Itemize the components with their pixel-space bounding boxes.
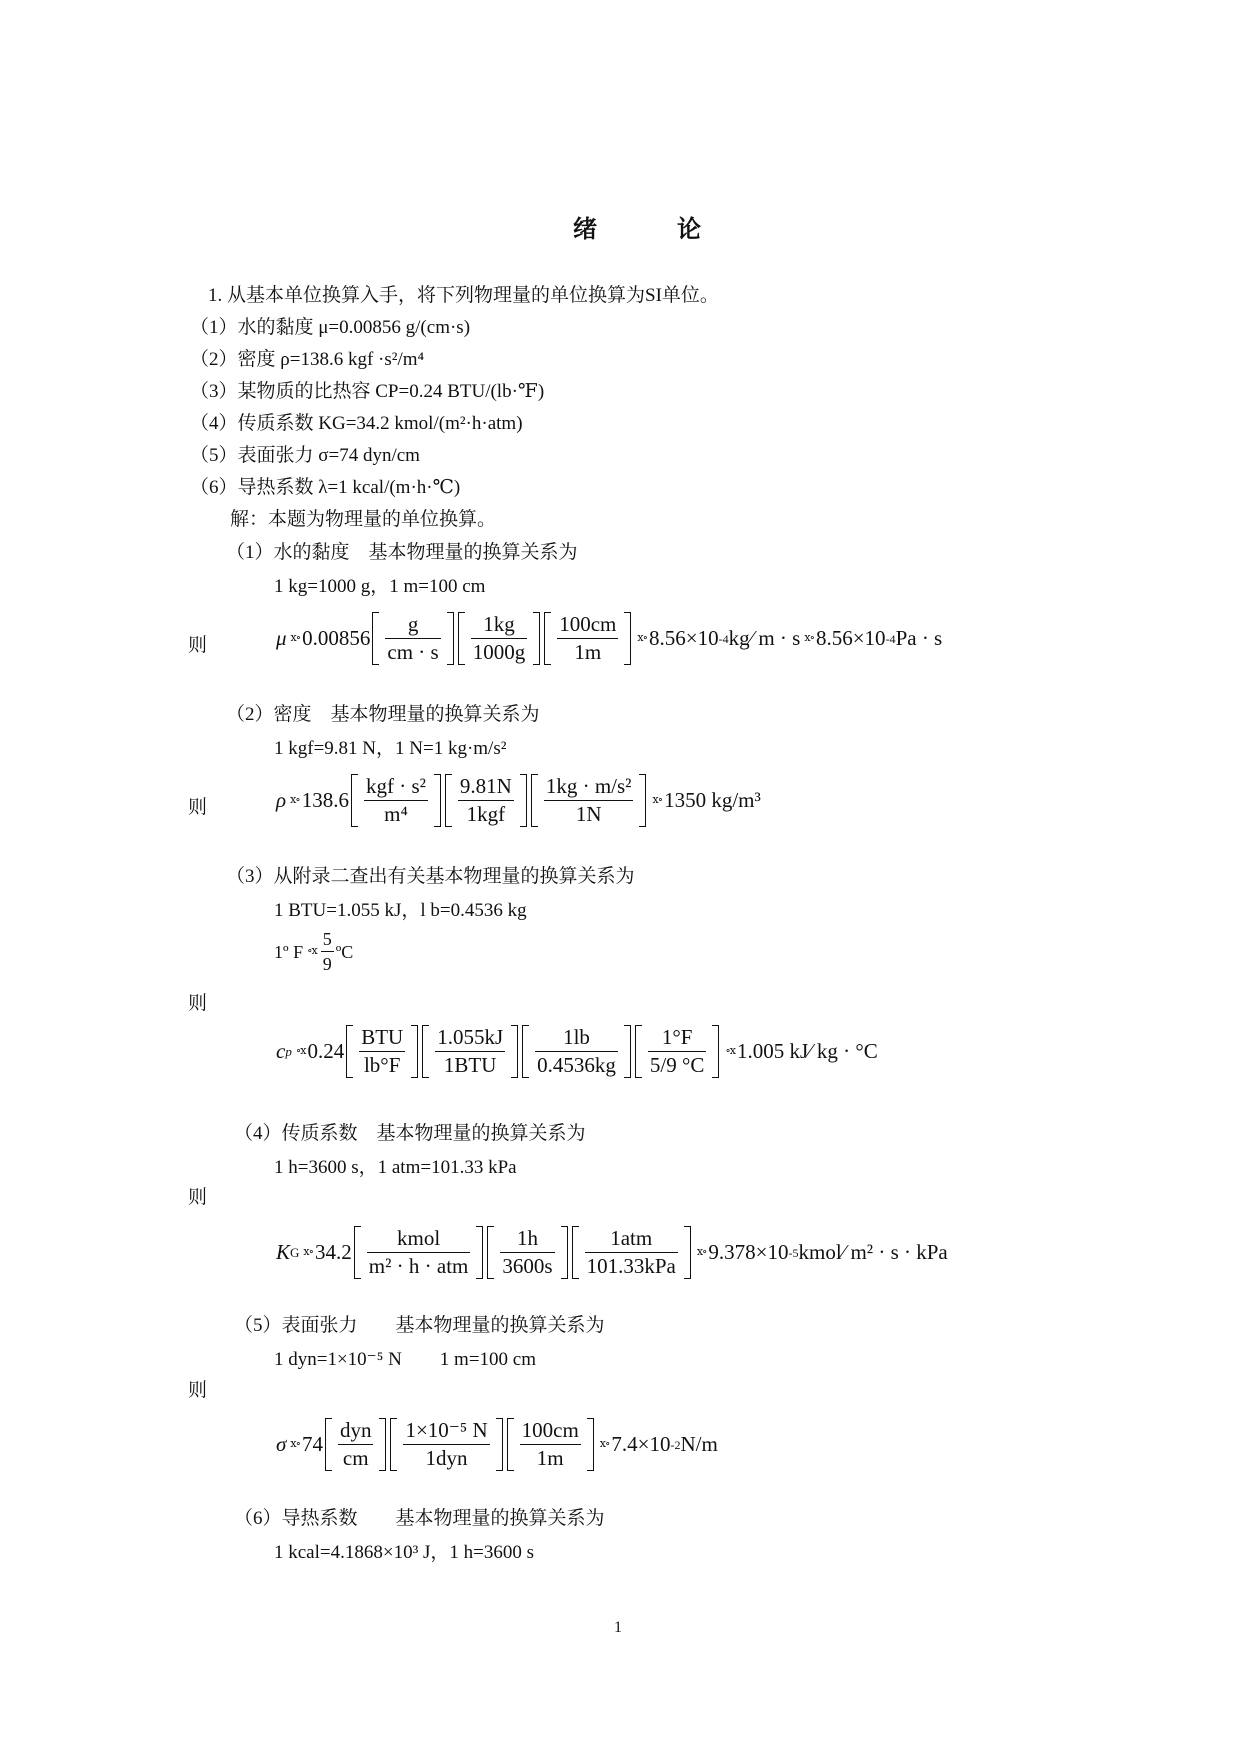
problem-item-2: （2）密度 ρ=138.6 kgf ·s²/m⁴ xyxy=(190,349,425,370)
eq2-lhs: ρ xyxy=(276,788,287,812)
section-6-heading: （6）导热系数 基本物理量的换算关系为 xyxy=(234,1508,605,1529)
eq5-result: 7.4×10 xyxy=(611,1432,671,1456)
eq1-result-1: 8.56×10 xyxy=(649,626,719,650)
eq3-coef: 0.24 xyxy=(307,1039,345,1063)
section-3-heading: （3）从附录二查出有关基本物理量的换算关系为 xyxy=(226,866,635,887)
then-label-2: 则 xyxy=(188,797,208,818)
equation-4: K G ⅹ∘ 34.2 $\frac{\text{kmol}}{\text{m² · h · atm}}$ $\frac{1h}{3600s}$ $\frac{\text{1atm}}{\text{101.33kPa}}$ ⅹ∘ 9.378×10 -5 kmol⁄ m² · s · kPa xyxy=(276,1226,948,1278)
page-title: 绪 论 xyxy=(573,217,729,243)
equation-3: c p ∘ⅹ 0.24 $\frac{\text{BTU}}{lb^\circ F}$ $\frac{1.055kJ}{\text{1BTU}}$ $\frac{1lb}{0.4536kg}$ $\frac{1^\circ F}{5/9 ^\circ C}$ ∘ⅹ 1.005 kJ⁄ kg · °C xyxy=(276,1025,878,1077)
then-label-3: 则 xyxy=(188,993,208,1014)
eq2-coef: 138.6 xyxy=(301,788,349,812)
eq1-unit-1: kg⁄ m · s xyxy=(728,626,801,650)
degree-relation: 1º F ∘ⅹ $\frac{5}{9}$ ºC xyxy=(274,929,354,974)
eq4-coef: 34.2 xyxy=(315,1240,352,1264)
section-2-relation: 1 kgf=9.81 N，1 N=1 kg·m/s² xyxy=(274,738,507,759)
problem-item-3: （3）某物质的比热容 CP=0.24 BTU/(lb·℉) xyxy=(190,381,545,402)
solution-intro: 解：本题为物理量的单位换算。 xyxy=(230,509,497,530)
section-4-heading: （4）传质系数 基本物理量的换算关系为 xyxy=(234,1123,586,1144)
eq4-result: 9.378×10 xyxy=(708,1240,789,1264)
equation-5: σ ⅹ∘ 74 $\frac{\text{dyn}}{cm}$ $\frac{\text{1×10⁻⁵ N}}{\text{1dyn}}$ $\frac{100cm}{1m}$ ⅹ∘ 7.4×10 -2 N/m xyxy=(276,1418,718,1470)
eq1-bracket-3 xyxy=(544,612,631,665)
equation-1: μ ⅹ∘ 0.00856 $\frac{g}{cm \cdot s}$ $\frac{1kg}{1000g}$ $\frac{100cm}{1m}$ ⅹ∘ 8.56×10 -4 kg⁄ m · s ⅹ∘ 8.56×10 -4 Pa · s xyxy=(276,612,943,664)
eq5-coef: 74 xyxy=(301,1432,323,1456)
eq4-bracket-2: $\frac{1h}{3600s}$ xyxy=(487,1226,567,1279)
eq1-f2-num: 1kg xyxy=(471,614,528,639)
then-label-4: 则 xyxy=(188,1187,208,1208)
eq1-f1-den: cm · s xyxy=(387,640,439,664)
eq2-bracket-3: $\frac{\text{1kg · m/s²}}{1N}$ xyxy=(531,774,647,827)
eq1-unit-2: Pa · s xyxy=(895,626,943,650)
eq4-bracket-3: $\frac{\text{1atm}}{\text{101.33kPa}}$ xyxy=(572,1226,691,1279)
problem-statement: 1. 从基本单位换算入手，将下列物理量的单位换算为SI单位。 xyxy=(208,285,719,306)
section-1-heading: （1）水的黏度 基本物理量的换算关系为 xyxy=(226,542,578,563)
eq1-f3-den: 1m xyxy=(574,640,602,664)
eq1-f3-num: 100cm xyxy=(557,614,618,639)
then-label-1: 则 xyxy=(188,635,208,656)
eq5-bracket-1: $\frac{\text{dyn}}{cm}$ xyxy=(325,1418,387,1471)
eq1-result-2: 8.56×10 xyxy=(815,626,886,650)
section-1-relation: 1 kg=1000 g，1 m=100 cm xyxy=(274,576,486,597)
section-3-relation: 1 BTU=1.055 kJ，l b=0.4536 kg xyxy=(274,900,527,921)
eq1-exp-2: -4 xyxy=(885,631,896,646)
eq1-mark: ⅹ∘ xyxy=(290,632,301,644)
eq1-f2-den: 1000g xyxy=(472,640,526,664)
eq3-result: 1.005 kJ⁄ kg · °C xyxy=(736,1039,878,1063)
eq4-bracket-1: $\frac{\text{kmol}}{\text{m² · h · atm}}$ xyxy=(354,1226,484,1279)
equation-2: ρ ⅹ∘ 138.6 $\frac{\text{kgf · s²}}{\text{m⁴}}$ $\frac{9.81N}{\text{1kgf}}$ $\frac{\text{1kg · m/s²}}{1N}$ ⅹ∘ 1350 kg/m³ xyxy=(276,774,761,826)
eq3-bracket-1: $\frac{\text{BTU}}{lb^\circ F}$ xyxy=(346,1025,418,1078)
section-5-relation: 1 dyn=1×10⁻⁵ N 1 m=100 cm xyxy=(274,1349,537,1370)
eq2-result: 1350 kg/m³ xyxy=(664,788,761,812)
eq3-bracket-3: $\frac{1lb}{0.4536kg}$ xyxy=(522,1025,631,1078)
eq1-coef: 0.00856 xyxy=(302,626,371,650)
eq5-bracket-2: $\frac{\text{1×10⁻⁵ N}}{\text{1dyn}}$ xyxy=(390,1418,502,1471)
page-number: 1 xyxy=(614,1619,622,1636)
problem-item-4: （4）传质系数 KG=34.2 kmol/(m²·h·atm) xyxy=(190,413,523,434)
eq1-f1-num: g xyxy=(385,614,440,639)
problem-item-1: （1）水的黏度 μ=0.00856 g/(cm·s) xyxy=(190,317,471,338)
eq1-lhs: μ xyxy=(276,626,287,650)
eq3-bracket-4: $\frac{1^\circ F}{5/9 ^\circ C}$ xyxy=(635,1025,720,1078)
problem-item-6: （6）导热系数 λ=1 kcal/(m·h·℃) xyxy=(190,477,461,498)
section-2-heading: （2）密度 基本物理量的换算关系为 xyxy=(226,704,540,725)
problem-item-5: （5）表面张力 σ=74 dyn/cm xyxy=(190,445,420,466)
eq5-bracket-3: $\frac{100cm}{1m}$ xyxy=(507,1418,594,1471)
eq1-bracket-1 xyxy=(372,612,453,665)
eq2-bracket-2: $\frac{9.81N}{\text{1kgf}}$ xyxy=(445,774,527,827)
section-6-relation: 1 kcal=4.1868×10³ J，1 h=3600 s xyxy=(274,1542,535,1563)
eq1-bracket-2 xyxy=(458,612,541,665)
section-4-relation: 1 h=3600 s，1 atm=101.33 kPa xyxy=(274,1157,517,1178)
eq2-bracket-1: $\frac{\text{kgf · s²}}{\text{m⁴}}$ xyxy=(351,774,441,827)
eq1-exp-1: -4 xyxy=(718,631,729,646)
eq3-bracket-2: $\frac{1.055kJ}{\text{1BTU}}$ xyxy=(422,1025,518,1078)
section-5-heading: （5）表面张力 基本物理量的换算关系为 xyxy=(234,1315,605,1336)
then-label-5: 则 xyxy=(188,1380,208,1401)
